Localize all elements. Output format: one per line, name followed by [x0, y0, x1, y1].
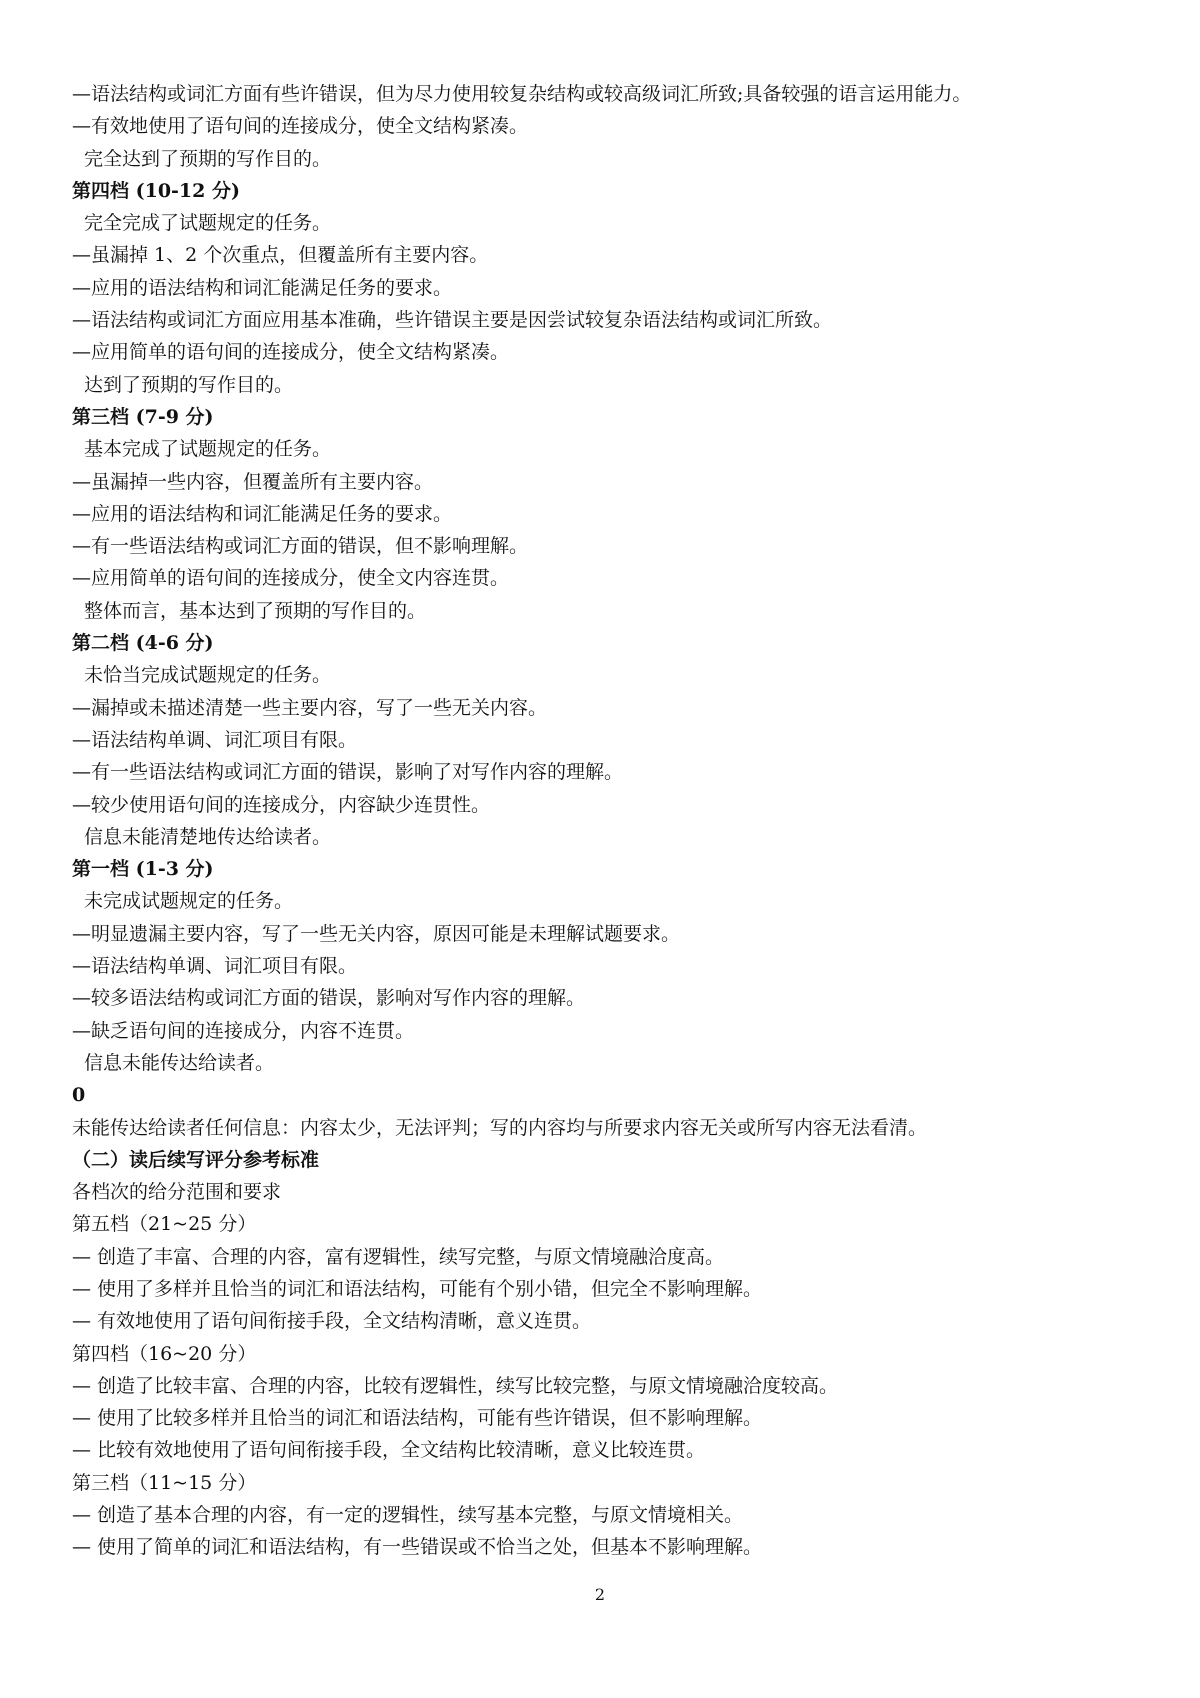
text-line: 未恰当完成试题规定的任务。 [84, 664, 332, 687]
text-line: —应用的语法结构和词汇能满足任务的要求。 [72, 502, 453, 525]
text-line: —缺乏语句间的连接成分，内容不连贯。 [72, 1019, 415, 1042]
text-line: 第三档（11~15 分） [72, 1471, 257, 1494]
text-line: 各档次的给分范围和要求 [72, 1181, 282, 1204]
section-heading: 第一档 (1-3 分) [72, 858, 214, 881]
text-line: —语法结构或词汇方面应用基本准确，些许错误主要是因尝试较复杂语法结构或词汇所致。 [72, 309, 833, 332]
text-line: —语法结构单调、词汇项目有限。 [72, 955, 358, 978]
text-line: — 有效地使用了语句间衔接手段，全文结构清晰，意义连贯。 [72, 1310, 592, 1333]
text-line: — 比较有效地使用了语句间衔接手段，全文结构比较清晰，意义比较连贯。 [72, 1439, 706, 1462]
text-line: 未能传达给读者任何信息：内容太少，无法评判；写的内容均与所要求内容无关或所写内容无法看清。 [72, 1116, 928, 1139]
text-line: — 使用了简单的词汇和语法结构，有一些错误或不恰当之处，但基本不影响理解。 [72, 1536, 763, 1559]
text-line: —明显遗漏主要内容，写了一些无关内容，原因可能是未理解试题要求。 [72, 922, 681, 945]
text-line: 整体而言，基本达到了预期的写作目的。 [84, 599, 427, 622]
text-line: — 创造了丰富、合理的内容，富有逻辑性，续写完整，与原文情境融洽度高。 [72, 1245, 725, 1268]
text-line: 完全达到了预期的写作目的。 [84, 147, 332, 170]
page-number: 2 [594, 1585, 606, 1604]
section-heading: （二）读后续写评分参考标准 [72, 1148, 320, 1171]
text-line: 未完成试题规定的任务。 [84, 890, 294, 913]
text-line: 基本完成了试题规定的任务。 [84, 438, 332, 461]
text-line: —有一些语法结构或词汇方面的错误，影响了对写作内容的理解。 [72, 761, 624, 784]
text-line: —虽漏掉一些内容，但覆盖所有主要内容。 [72, 470, 434, 493]
document-body [72, 78, 1152, 1564]
text-line: 信息未能清楚地传达给读者。 [84, 825, 332, 848]
text-line: —较多语法结构或词汇方面的错误，影响对写作内容的理解。 [72, 987, 586, 1010]
text-line: 第四档（16~20 分） [72, 1342, 257, 1365]
text-line: — 使用了比较多样并且恰当的词汇和语法结构，可能有些许错误，但不影响理解。 [72, 1407, 763, 1430]
text-line: — 创造了比较丰富、合理的内容，比较有逻辑性，续写比较完整，与原文情境融洽度较高。 [72, 1374, 839, 1397]
text-line: —语法结构或词汇方面有些许错误，但为尽力使用较复杂结构或较高级词汇所致;具备较强的语言运用能力。 [72, 83, 972, 105]
section-heading: 第三档 (7-9 分) [72, 405, 214, 428]
text-line: —有一些语法结构或词汇方面的错误，但不影响理解。 [72, 535, 529, 558]
text-line: 信息未能传达给读者。 [84, 1051, 275, 1074]
text-line: —语法结构单调、词汇项目有限。 [72, 728, 358, 751]
section-heading: 0 [72, 1084, 86, 1107]
text-line: —应用简单的语句间的连接成分，使全文结构紧凑。 [72, 341, 510, 364]
text-line: —虽漏掉 1、2 个次重点，但覆盖所有主要内容。 [72, 244, 489, 267]
text-line: —漏掉或未描述清楚一些主要内容，写了一些无关内容。 [72, 696, 548, 719]
text-line: —应用的语法结构和词汇能满足任务的要求。 [72, 276, 453, 299]
text-line: —应用简单的语句间的连接成分，使全文内容连贯。 [72, 567, 510, 590]
text-line: 达到了预期的写作目的。 [84, 373, 294, 396]
text-line: 完全完成了试题规定的任务。 [84, 212, 332, 235]
text-line: —较少使用语句间的连接成分，内容缺少连贯性。 [72, 793, 491, 816]
text-line: —有效地使用了语句间的连接成分，使全文结构紧凑。 [72, 115, 529, 138]
text-line: 第五档（21~25 分） [72, 1213, 257, 1236]
section-heading: 第四档 (10-12 分) [72, 179, 240, 202]
text-line: — 创造了基本合理的内容，有一定的逻辑性，续写基本完整，与原文情境相关。 [72, 1504, 744, 1527]
section-heading: 第二档 (4-6 分) [72, 632, 214, 655]
text-line: — 使用了多样并且恰当的词汇和语法结构，可能有个别小错，但完全不影响理解。 [72, 1277, 763, 1300]
